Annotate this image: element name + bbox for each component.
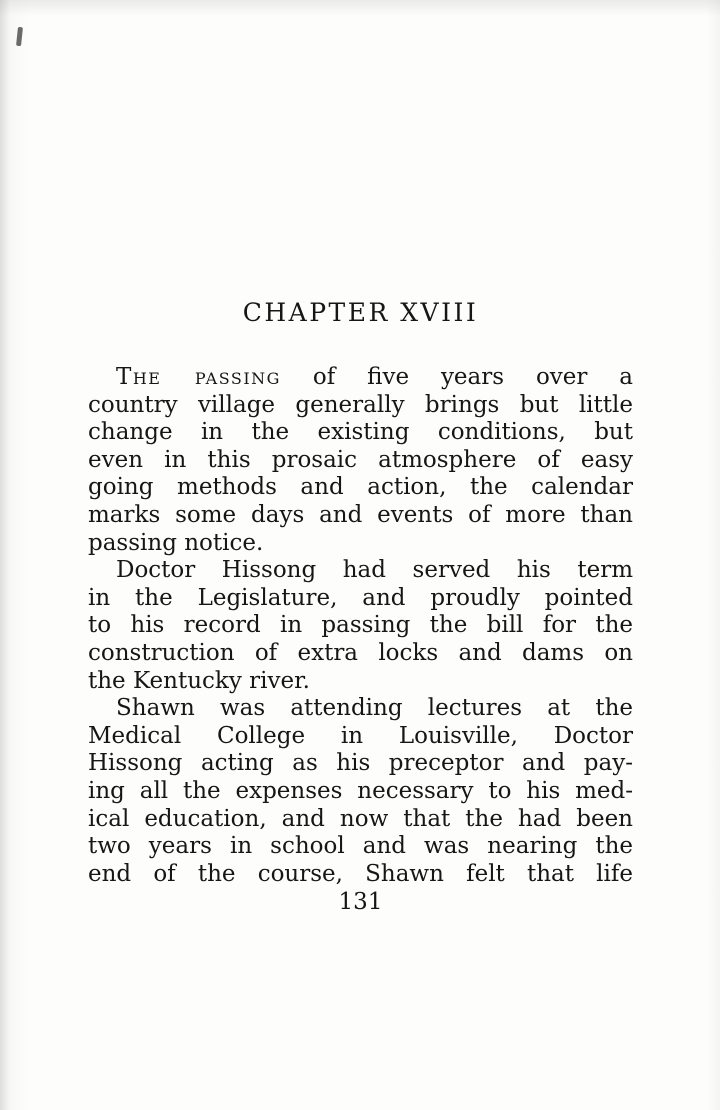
- text-line: change in the existing conditions, but: [88, 419, 633, 446]
- text-line: ical education, and now that the had been: [88, 805, 633, 832]
- text-line: in the Legislature, and proudly pointed: [88, 584, 633, 611]
- text-line: The passing of five years over a: [116, 364, 633, 390]
- text-line: Shawn was attending lectures at the: [116, 695, 633, 722]
- paragraphs: [88, 364, 633, 888]
- smallcaps-lead: The passing: [116, 364, 281, 390]
- text-line: the Kentucky river.: [88, 667, 310, 694]
- text-line: construction of extra locks and dams on: [88, 639, 633, 666]
- paragraph: [88, 695, 633, 888]
- text-line: Hissong acting as his preceptor and pay-: [88, 750, 633, 777]
- text-line: even in this prosaic atmosphere of easy: [88, 446, 633, 473]
- chapter-heading: CHAPTER XVIII: [242, 298, 479, 327]
- text-line: Doctor Hissong had served his term: [116, 557, 633, 584]
- paragraph: [88, 364, 633, 557]
- text-line: end of the course, Shawn felt that life: [88, 860, 633, 887]
- text-line: country village generally brings but little: [88, 391, 633, 418]
- text-line: two years in school and was nearing the: [88, 833, 633, 860]
- text-line: ing all the expenses necessary to his med-: [88, 777, 633, 804]
- text-line: Medical College in Louisville, Doctor: [88, 722, 633, 749]
- paragraph: [88, 557, 633, 695]
- text-line: marks some days and events of more than: [88, 501, 633, 528]
- text-block: [88, 298, 633, 917]
- text-line: to his record in passing the bill for the: [88, 612, 633, 639]
- text-line: going methods and action, the calendar: [88, 474, 633, 501]
- scan-artifact-mark: [16, 27, 23, 46]
- page-number: 131: [338, 889, 383, 916]
- text-line: passing notice.: [88, 529, 264, 556]
